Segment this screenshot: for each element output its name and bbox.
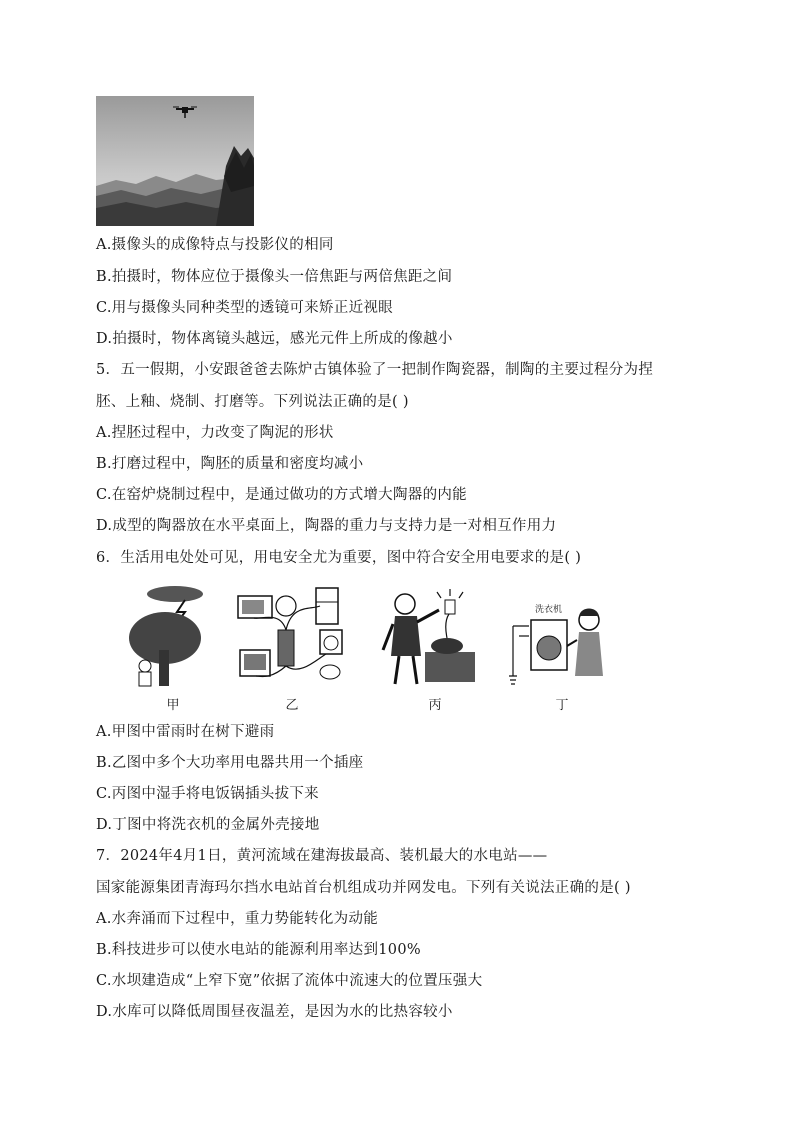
q5-stem-line2: 胚、上釉、烧制、打磨等。下列说法正确的是( ) [96, 394, 409, 410]
q7-stem-line2: 国家能源集团青海玛尔挡水电站首台机组成功并网发电。下列有关说法正确的是( ) [96, 880, 631, 896]
q5-option-b: B.打磨过程中，陶胚的质量和密度均减小 [96, 456, 364, 472]
q6-stem: 6．生活用电处处可见，用电安全尤为重要，图中符合安全用电要求的是( ) [96, 550, 582, 566]
figure-label-bing: 丙 [428, 698, 442, 713]
washer-label: 洗衣机 [535, 605, 563, 615]
q4-option-d: D.拍摄时，物体离镜头越远，感光元件上所成的像越小 [96, 331, 453, 347]
q7-option-d: D.水库可以降低周围昼夜温差，是因为水的比热容较小 [96, 1004, 453, 1020]
q7-option-c: C.水坝建造成“上窄下宽”依据了流体中流速大的位置压强大 [96, 973, 483, 989]
q4-option-b: B.拍摄时，物体应位于摄像头一倍焦距与两倍焦距之间 [96, 269, 453, 285]
figure-jia [125, 580, 220, 690]
figure-label-ding: 丁 [555, 698, 569, 713]
q7-stem-line1: 7．2024年4月1日，黄河流域在建海拔最高、装机最大的水电站—— [96, 848, 548, 864]
overloaded-socket-icon [230, 580, 350, 692]
q6-option-a: A.甲图中雷雨时在树下避雨 [96, 724, 275, 740]
q6-option-c: C.丙图中湿手将电饭锅插头拔下来 [96, 786, 319, 802]
q5-stem-line1: 5．五一假期，小安跟爸爸去陈炉古镇体验了一把制作陶瓷器，制陶的主要过程分为捏 [96, 362, 654, 378]
q6-option-d: D.丁图中将洗衣机的金属外壳接地 [96, 817, 320, 833]
tree-lightning-icon [125, 580, 220, 690]
q5-option-c: C.在窑炉烧制过程中，是通过做功的方式增大陶器的内能 [96, 487, 467, 503]
q7-option-a: A.水奔涌而下过程中，重力势能转化为动能 [96, 911, 379, 927]
figure-yi [230, 580, 350, 692]
q5-option-a: A.捏胚过程中，力改变了陶泥的形状 [96, 425, 334, 441]
figure-ding [505, 580, 615, 692]
q4-option-c: C.用与摄像头同种类型的透镜可来矫正近视眼 [96, 300, 393, 316]
grounded-washer-icon [505, 580, 615, 692]
figure-bing [375, 580, 480, 692]
figure-label-yi: 乙 [285, 698, 299, 713]
q7-option-b: B.科技进步可以使水电站的能源利用率达到100% [96, 942, 421, 958]
drone-photo [96, 96, 254, 226]
figure-label-jia: 甲 [166, 698, 180, 713]
q6-figures [120, 580, 620, 715]
wet-hand-plug-icon [375, 580, 480, 692]
q4-option-a: A.摄像头的成像特点与投影仪的相同 [96, 237, 334, 253]
q6-option-b: B.乙图中多个大功率用电器共用一个插座 [96, 755, 364, 771]
q5-option-d: D.成型的陶器放在水平桌面上，陶器的重力与支持力是一对相互作用力 [96, 518, 557, 534]
